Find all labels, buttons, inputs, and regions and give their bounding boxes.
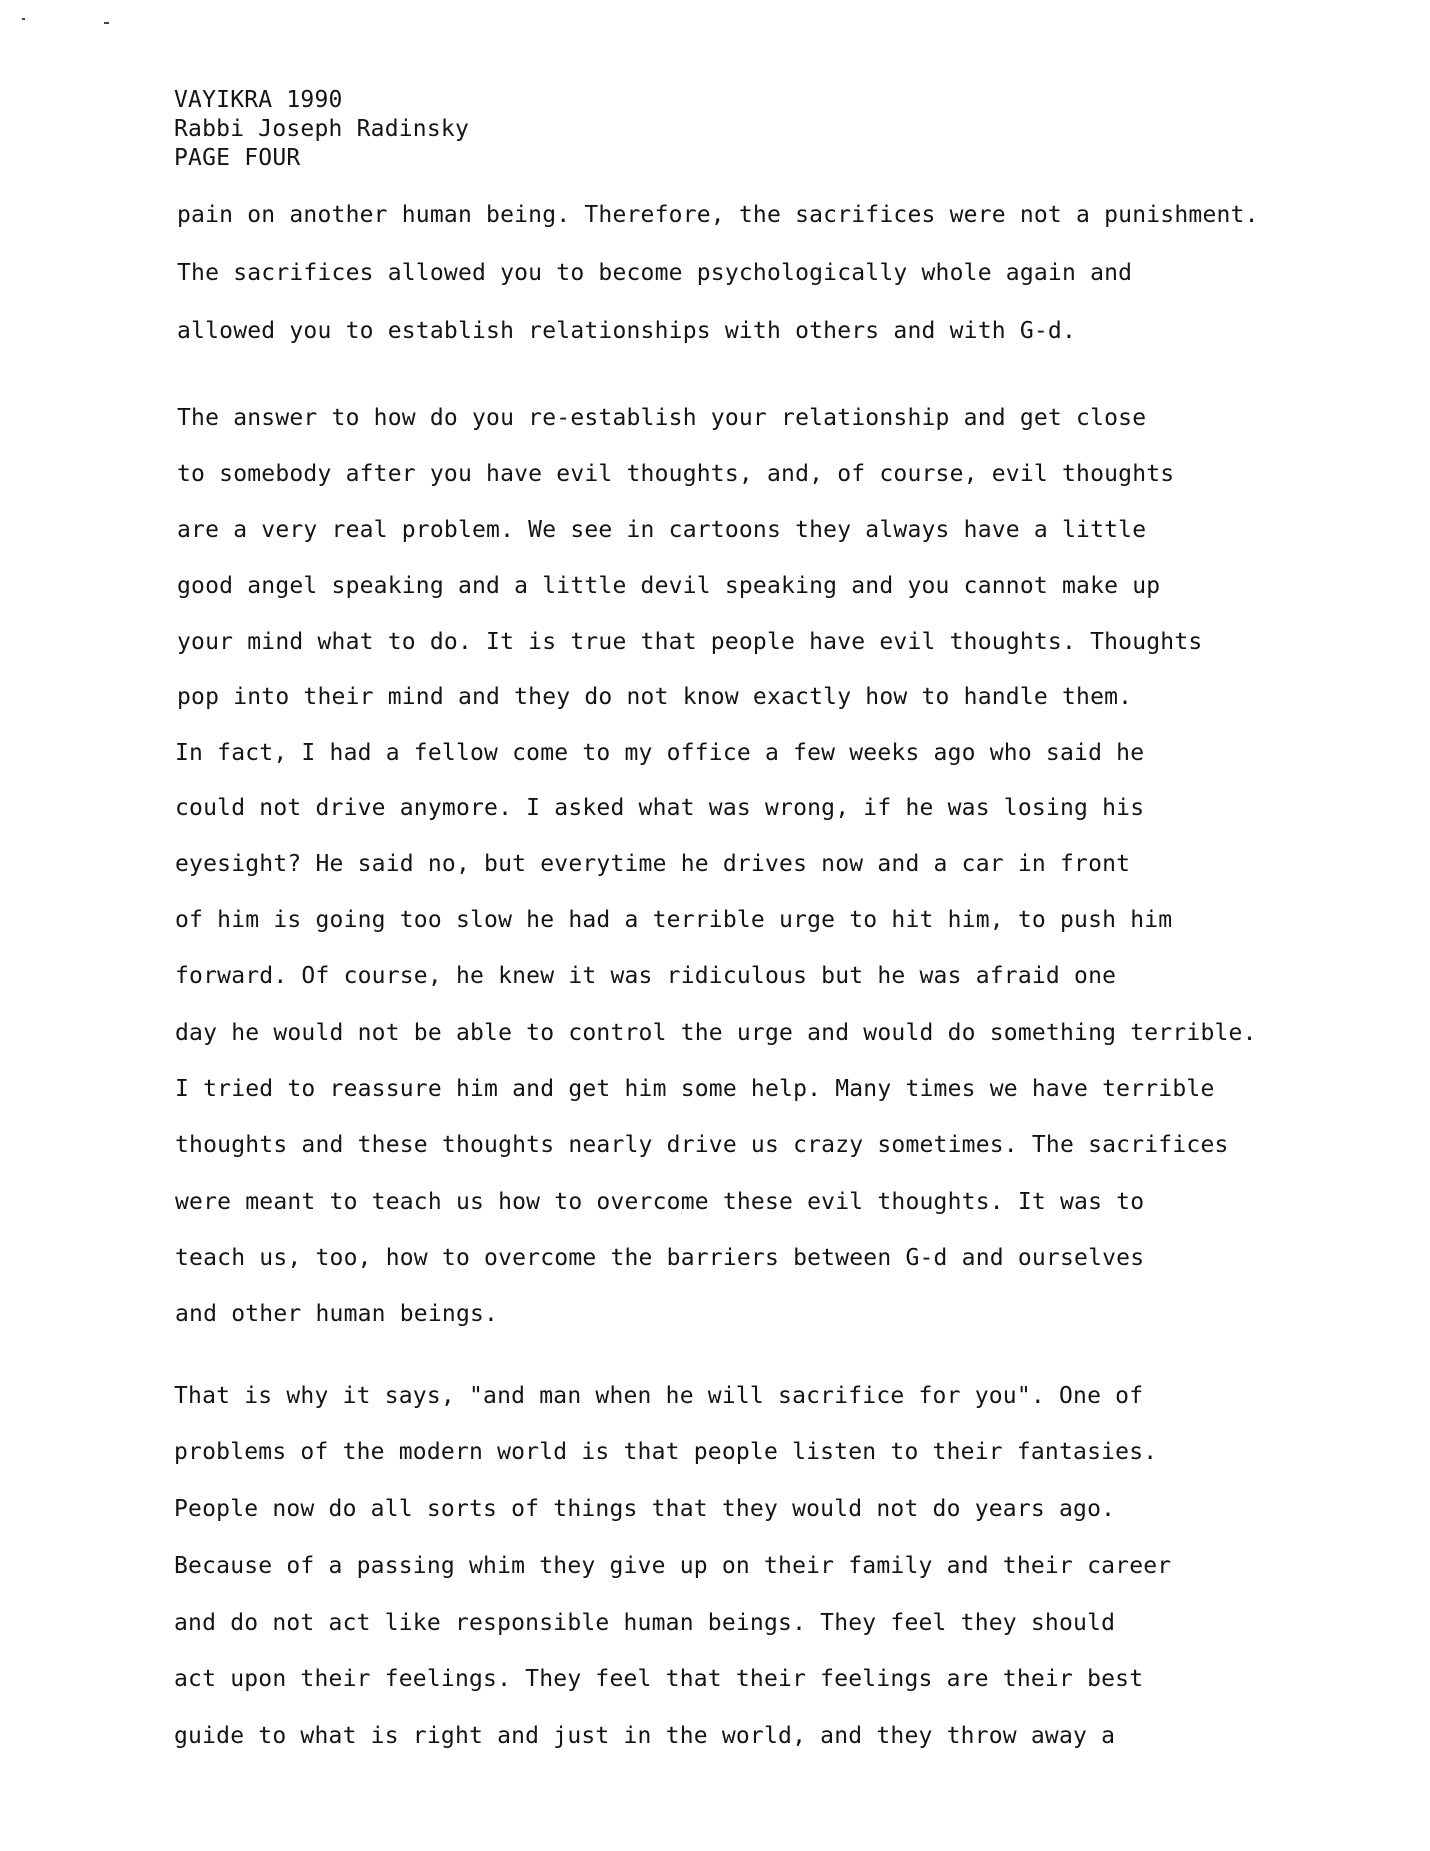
text-line: your mind what to do. It is true that people have evil thoughts. Thoughts: [177, 629, 1203, 655]
text-line: were meant to teach us how to overcome these evil thoughts. It was to: [175, 1189, 1145, 1215]
text-line: I tried to reassure him and get him some help. Many times we have terrible: [175, 1076, 1215, 1102]
text-line: pain on another human being. Therefore, the sacrifices were not a punishment.: [177, 202, 1259, 228]
text-line: The answer to how do you re-establish your relationship and get close: [177, 405, 1147, 431]
text-line: guide to what is right and just in the world, and they throw away a: [174, 1723, 1116, 1749]
text-line: are a very real problem. We see in cartoons they always have a little: [177, 517, 1147, 543]
document-author: Rabbi Joseph Radinsky: [174, 116, 469, 142]
text-line: Because of a passing whim they give up on their family and their career: [174, 1553, 1172, 1579]
text-line: allowed you to establish relationships with others and with G-d.: [177, 318, 1077, 344]
text-line: People now do all sorts of things that they would not do years ago.: [174, 1496, 1116, 1522]
text-line: could not drive anymore. I asked what was wrong, if he was losing his: [175, 795, 1145, 821]
text-line: day he would not be able to control the urge and would do something terrible.: [175, 1020, 1257, 1046]
text-line: The sacrifices allowed you to become psychologically whole again and: [177, 260, 1133, 286]
text-line: That is why it says, "and man when he will sacrifice for you". One of: [174, 1383, 1144, 1409]
page-label: PAGE FOUR: [174, 145, 301, 171]
text-line: problems of the modern world is that people listen to their fantasies.: [174, 1439, 1158, 1465]
document-title: VAYIKRA 1990: [174, 87, 343, 113]
text-line: eyesight? He said no, but everytime he drives now and a car in front: [175, 851, 1131, 877]
text-line: act upon their feelings. They feel that their feelings are their best: [174, 1666, 1144, 1692]
scan-speck: [104, 22, 109, 24]
text-line: In fact, I had a fellow come to my office a few weeks ago who said he: [175, 740, 1145, 766]
text-line: good angel speaking and a little devil speaking and you cannot make up: [177, 573, 1161, 599]
text-line: thoughts and these thoughts nearly drive us crazy sometimes. The sacrifices: [175, 1132, 1229, 1158]
text-line: to somebody after you have evil thoughts, and, of course, evil thoughts: [177, 461, 1175, 487]
scan-speck: [22, 18, 25, 20]
text-line: pop into their mind and they do not know exactly how to handle them.: [177, 684, 1133, 710]
text-line: and other human beings.: [175, 1301, 499, 1327]
text-line: teach us, too, how to overcome the barriers between G-d and ourselves: [175, 1245, 1145, 1271]
document-header: [174, 86, 469, 173]
text-line: forward. Of course, he knew it was ridiculous but he was afraid one: [175, 963, 1117, 989]
text-line: of him is going too slow he had a terrible urge to hit him, to push him: [175, 907, 1173, 933]
text-line: and do not act like responsible human beings. They feel they should: [174, 1610, 1116, 1636]
